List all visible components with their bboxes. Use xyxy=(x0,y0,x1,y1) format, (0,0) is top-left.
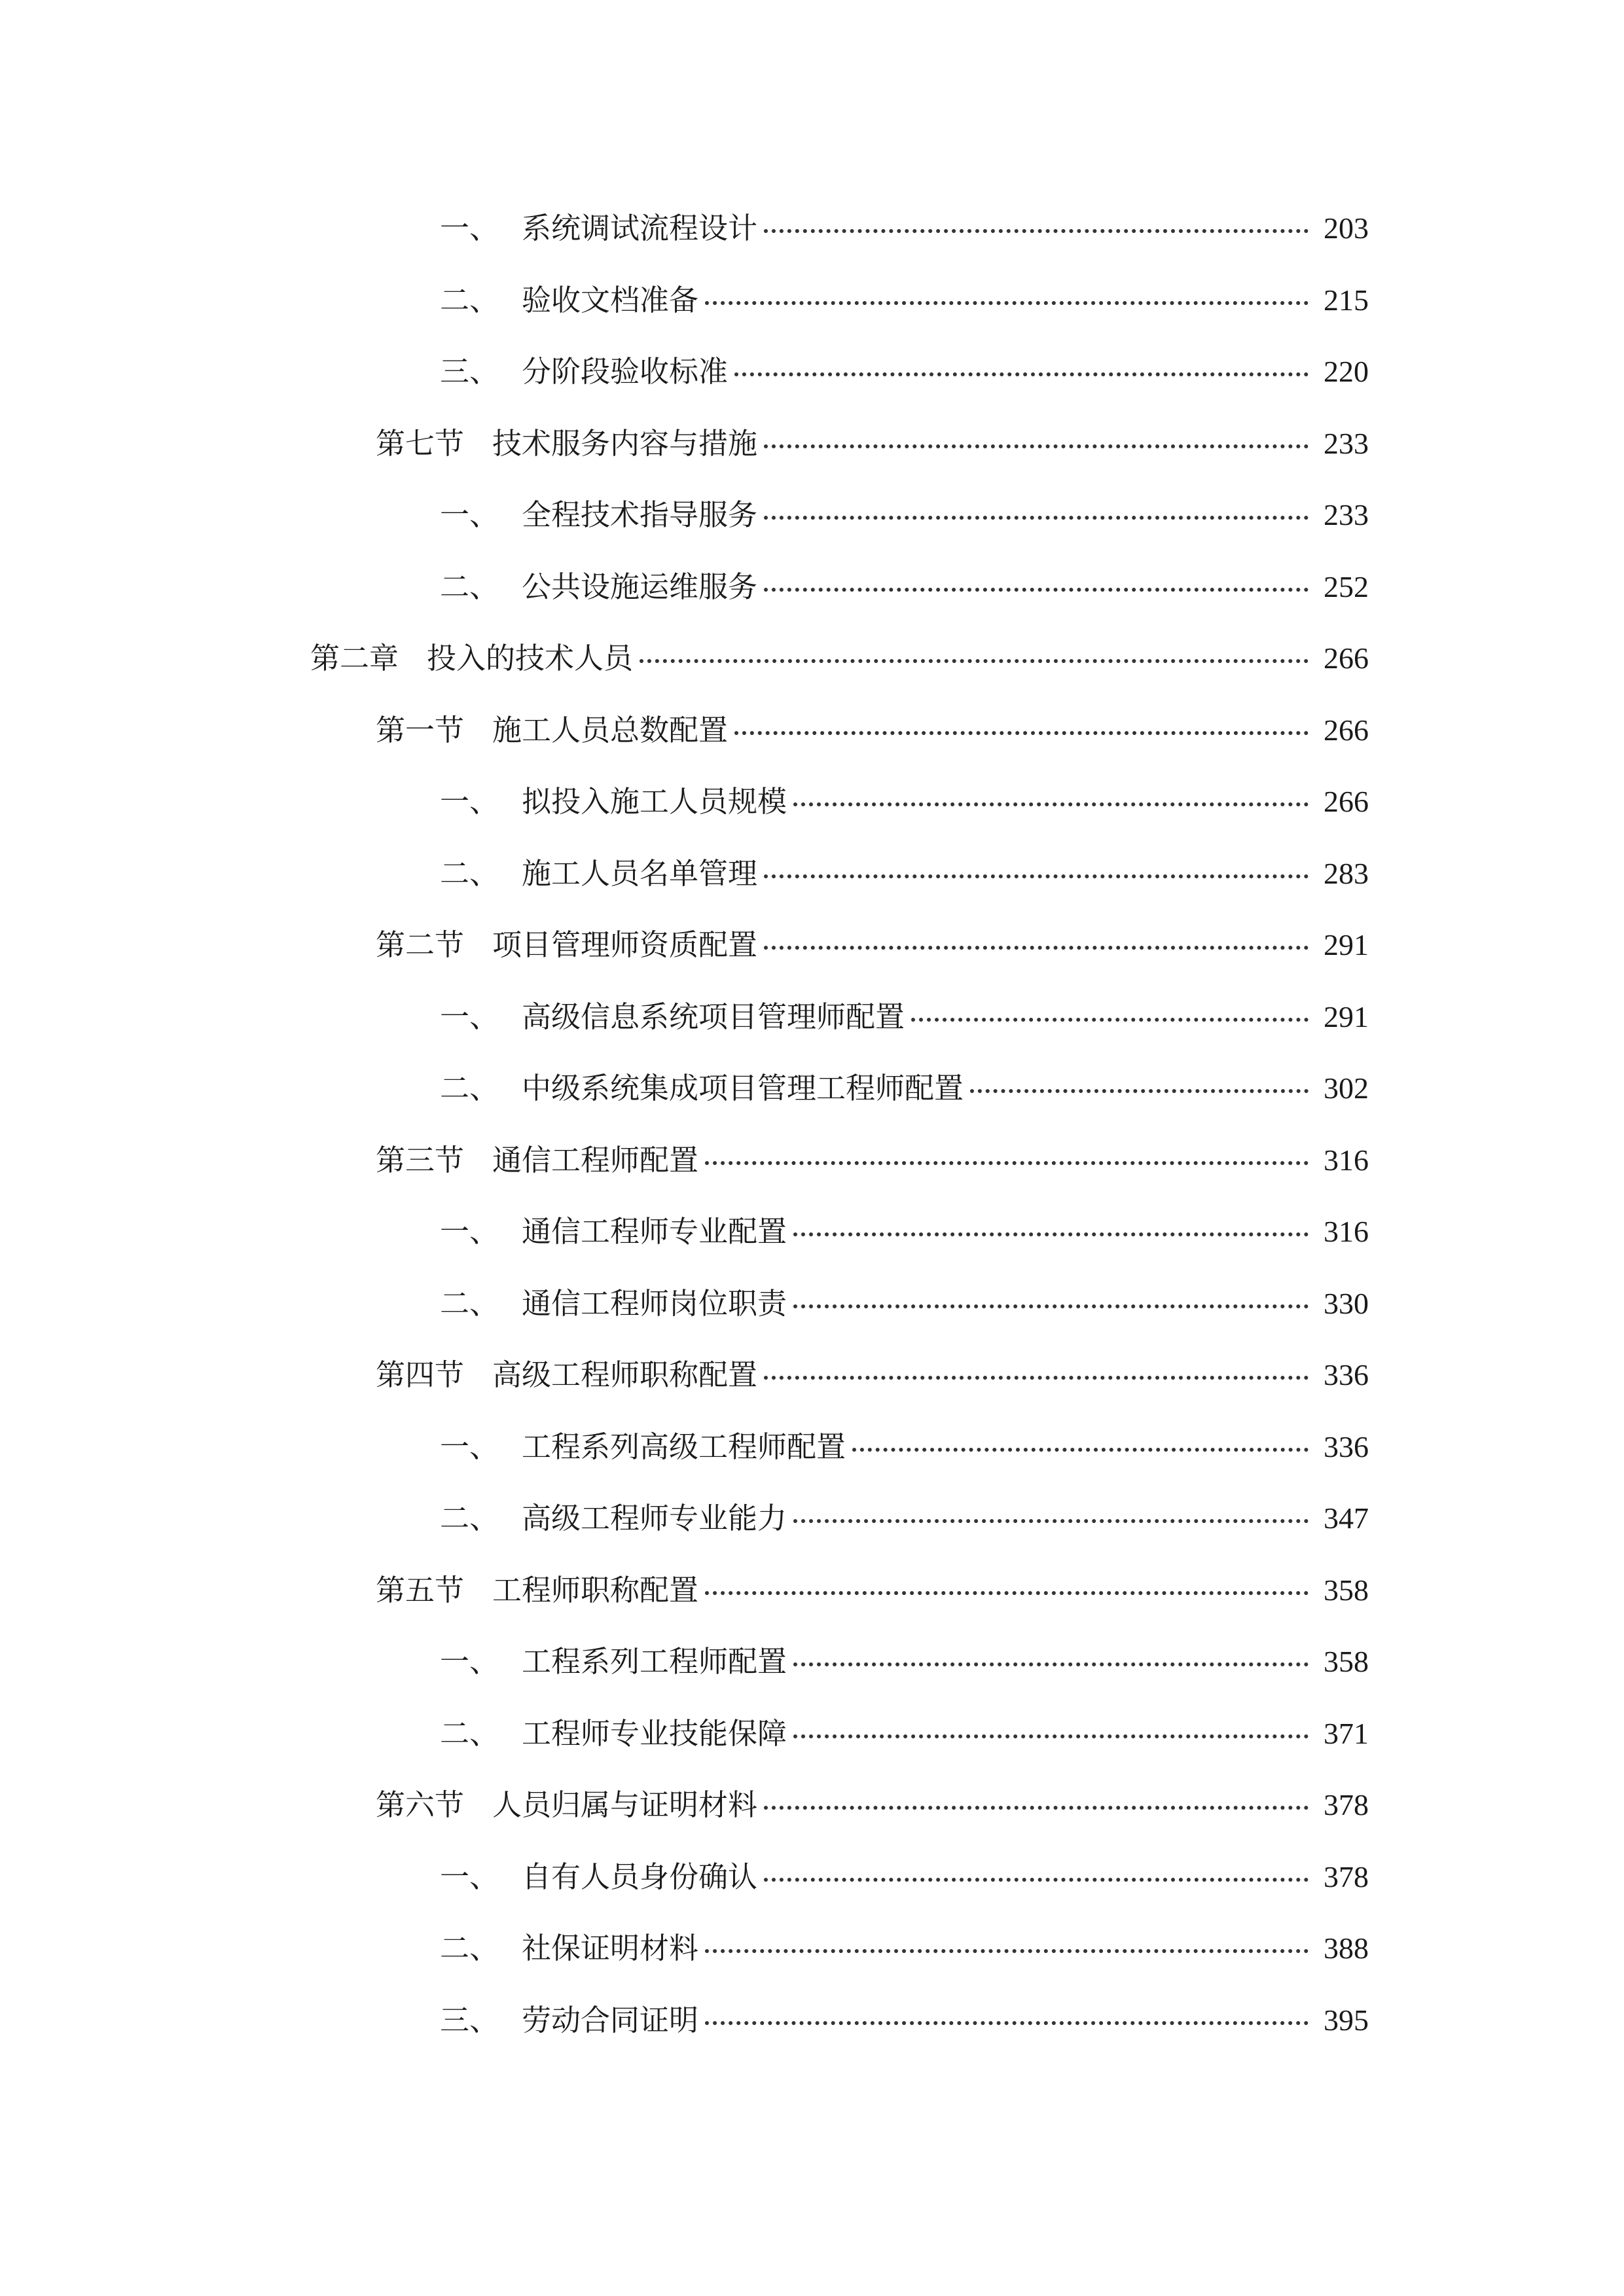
dot-leader xyxy=(764,1806,1308,1810)
toc-entry-number: 第三节 xyxy=(376,1142,465,1177)
toc-entry-line xyxy=(440,1853,1369,1895)
toc-entry-title: 中级系统集成项目管理工程师配置 xyxy=(522,1071,964,1106)
dot-leader xyxy=(764,516,1308,520)
toc-entry-page-number: 358 xyxy=(1324,1645,1369,1679)
toc-entry-title: 施工人员名单管理 xyxy=(522,855,758,891)
toc-entry-number: 第一节 xyxy=(376,712,465,747)
dot-leader xyxy=(793,1232,1308,1236)
toc-entry-section[interactable] xyxy=(0,405,1624,477)
toc-entry-title: 分阶段验收标准 xyxy=(522,354,729,389)
toc-entry-item[interactable] xyxy=(0,1695,1624,1767)
toc-entry-title: 施工人员总数配置 xyxy=(492,712,729,747)
toc-entry-page-number: 336 xyxy=(1324,1429,1369,1463)
toc-entry-number: 第五节 xyxy=(376,1572,465,1607)
toc-entry-page-number: 358 xyxy=(1324,1573,1369,1607)
toc-entry-line xyxy=(440,1064,1369,1107)
toc-entry-section[interactable] xyxy=(0,1336,1624,1408)
toc-entry-number: 第二节 xyxy=(376,927,465,963)
toc-entry-line xyxy=(440,276,1369,319)
toc-entry-chapter[interactable] xyxy=(0,620,1624,692)
dot-leader xyxy=(793,802,1308,806)
toc-entry-item[interactable] xyxy=(0,1839,1624,1910)
toc-entry-number: 一、 xyxy=(440,999,499,1034)
toc-entry-title: 公共设施运维服务 xyxy=(522,569,758,604)
toc-entry-number: 三、 xyxy=(440,354,499,389)
toc-entry-page-number: 266 xyxy=(1324,641,1369,675)
dot-leader xyxy=(852,1448,1308,1452)
toc-entry-line xyxy=(440,1638,1369,1680)
toc-entry-line xyxy=(440,1710,1369,1752)
toc-entry-page-number: 378 xyxy=(1324,1859,1369,1893)
toc-entry-number: 二、 xyxy=(440,1715,499,1751)
toc-entry-line xyxy=(440,1423,1369,1465)
toc-entry-item[interactable] xyxy=(0,1910,1624,1982)
toc-entry-item[interactable] xyxy=(0,978,1624,1050)
toc-entry-page-number: 215 xyxy=(1324,283,1369,317)
toc-entry-section[interactable] xyxy=(0,1767,1624,1839)
toc-entry-page-number: 233 xyxy=(1324,498,1369,532)
toc-entry-title: 劳动合同证明 xyxy=(522,2002,699,2037)
toc-entry-number: 第二章 xyxy=(310,641,399,676)
toc-entry-line xyxy=(440,993,1369,1035)
toc-entry-item[interactable] xyxy=(0,190,1624,262)
toc-entry-section[interactable] xyxy=(0,692,1624,764)
toc-entry-title: 项目管理师资质配置 xyxy=(492,927,758,963)
table-of-contents xyxy=(0,190,1624,2053)
toc-entry-number: 二、 xyxy=(440,282,499,317)
toc-entry-title: 系统调试流程设计 xyxy=(522,211,758,246)
toc-entry-item[interactable] xyxy=(0,1265,1624,1337)
toc-entry-number: 三、 xyxy=(440,2002,499,2037)
toc-entry-page-number: 347 xyxy=(1324,1501,1369,1535)
dot-leader xyxy=(705,1591,1308,1595)
toc-entry-number: 一、 xyxy=(440,211,499,246)
toc-entry-item[interactable] xyxy=(0,1982,1624,2054)
toc-entry-title: 通信工程师专业配置 xyxy=(522,1214,787,1249)
toc-entry-line xyxy=(440,1280,1369,1322)
dot-leader xyxy=(793,1304,1308,1308)
toc-entry-title: 通信工程师岗位职责 xyxy=(522,1285,787,1321)
toc-entry-number: 一、 xyxy=(440,1859,499,1894)
toc-entry-item[interactable] xyxy=(0,476,1624,548)
toc-entry-title: 通信工程师配置 xyxy=(492,1142,699,1177)
toc-entry-title: 验收文档准备 xyxy=(522,282,699,317)
dot-leader xyxy=(764,874,1308,878)
toc-entry-line xyxy=(440,1494,1369,1537)
toc-entry-page-number: 388 xyxy=(1324,1931,1369,1965)
toc-entry-line xyxy=(440,778,1369,820)
dot-leader xyxy=(764,1376,1308,1380)
toc-entry-item[interactable] xyxy=(0,333,1624,405)
dot-leader xyxy=(705,2021,1308,2025)
toc-entry-number: 第七节 xyxy=(376,425,465,461)
dot-leader xyxy=(705,1161,1308,1165)
toc-entry-page-number: 233 xyxy=(1324,426,1369,460)
toc-entry-page-number: 371 xyxy=(1324,1716,1369,1750)
toc-entry-line xyxy=(376,921,1369,963)
toc-entry-line xyxy=(376,1351,1369,1393)
toc-entry-line xyxy=(376,706,1369,749)
dot-leader xyxy=(734,731,1308,735)
toc-entry-page-number: 302 xyxy=(1324,1071,1369,1105)
toc-entry-line xyxy=(440,491,1369,533)
toc-entry-section[interactable] xyxy=(0,1122,1624,1194)
dot-leader xyxy=(911,1018,1308,1022)
toc-entry-number: 二、 xyxy=(440,1501,499,1536)
toc-entry-item[interactable] xyxy=(0,1480,1624,1552)
dot-leader xyxy=(793,1734,1308,1738)
toc-entry-number: 一、 xyxy=(440,1214,499,1249)
toc-entry-page-number: 316 xyxy=(1324,1215,1369,1249)
toc-entry-page-number: 220 xyxy=(1324,355,1369,389)
toc-entry-number: 第六节 xyxy=(376,1787,465,1823)
toc-entry-item[interactable] xyxy=(0,1193,1624,1265)
toc-entry-number: 二、 xyxy=(440,1931,499,1966)
dot-leader xyxy=(764,229,1308,233)
toc-entry-title: 社保证明材料 xyxy=(522,1931,699,1966)
toc-entry-page-number: 283 xyxy=(1324,856,1369,890)
toc-entry-number: 第四节 xyxy=(376,1357,465,1393)
dot-leader xyxy=(640,659,1308,663)
toc-entry-line xyxy=(440,348,1369,390)
toc-entry-page-number: 291 xyxy=(1324,999,1369,1033)
toc-entry-title: 工程师职称配置 xyxy=(492,1572,699,1607)
toc-entry-page-number: 316 xyxy=(1324,1143,1369,1177)
toc-entry-section[interactable] xyxy=(0,906,1624,978)
toc-entry-section[interactable] xyxy=(0,1552,1624,1624)
toc-entry-title: 投入的技术人员 xyxy=(427,641,634,676)
toc-entry-item[interactable] xyxy=(0,548,1624,620)
toc-entry-item[interactable] xyxy=(0,1623,1624,1695)
toc-entry-number: 一、 xyxy=(440,1644,499,1679)
toc-entry-line xyxy=(376,1566,1369,1609)
dot-leader xyxy=(764,946,1308,950)
toc-entry-item[interactable] xyxy=(0,1408,1624,1480)
toc-entry-line xyxy=(376,1136,1369,1179)
toc-entry-number: 一、 xyxy=(440,497,499,533)
toc-entry-line xyxy=(376,420,1369,462)
toc-entry-line xyxy=(440,563,1369,605)
dot-leader xyxy=(764,588,1308,592)
toc-entry-number: 二、 xyxy=(440,855,499,891)
dot-leader xyxy=(705,301,1308,305)
toc-entry-line xyxy=(376,1781,1369,1823)
toc-entry-item[interactable] xyxy=(0,262,1624,334)
toc-entry-title: 工程师专业技能保障 xyxy=(522,1715,787,1751)
dot-leader xyxy=(793,1519,1308,1523)
toc-entry-line xyxy=(440,1208,1369,1250)
toc-entry-title: 拟投入施工人员规模 xyxy=(522,784,787,819)
toc-entry-page-number: 378 xyxy=(1324,1788,1369,1822)
toc-entry-page-number: 291 xyxy=(1324,928,1369,962)
toc-entry-item[interactable] xyxy=(0,835,1624,907)
toc-entry-number: 二、 xyxy=(440,569,499,604)
toc-entry-line xyxy=(440,204,1369,247)
toc-entry-page-number: 252 xyxy=(1324,569,1369,603)
toc-entry-line xyxy=(440,1996,1369,2039)
toc-entry-title: 高级信息系统项目管理师配置 xyxy=(522,999,905,1034)
toc-entry-title: 工程系列高级工程师配置 xyxy=(522,1429,846,1464)
toc-entry-title: 人员归属与证明材料 xyxy=(492,1787,758,1823)
toc-entry-line xyxy=(440,1924,1369,1967)
toc-entry-page-number: 266 xyxy=(1324,713,1369,747)
toc-entry-title: 高级工程师专业能力 xyxy=(522,1501,787,1536)
toc-entry-item[interactable] xyxy=(0,763,1624,835)
toc-entry-number: 一、 xyxy=(440,784,499,819)
dot-leader xyxy=(764,444,1308,448)
toc-entry-line xyxy=(310,634,1369,677)
dot-leader xyxy=(734,372,1308,376)
toc-entry-title: 自有人员身份确认 xyxy=(522,1859,758,1894)
toc-entry-page-number: 203 xyxy=(1324,211,1369,245)
dot-leader xyxy=(764,1878,1308,1882)
toc-entry-page-number: 395 xyxy=(1324,2003,1369,2037)
toc-entry-number: 二、 xyxy=(440,1285,499,1321)
toc-entry-title: 技术服务内容与措施 xyxy=(492,425,758,461)
dot-leader xyxy=(705,1949,1308,1953)
toc-entry-title: 高级工程师职称配置 xyxy=(492,1357,758,1393)
toc-entry-page-number: 266 xyxy=(1324,785,1369,819)
toc-entry-item[interactable] xyxy=(0,1050,1624,1122)
toc-entry-line xyxy=(440,850,1369,892)
toc-entry-title: 全程技术指导服务 xyxy=(522,497,758,533)
toc-entry-title: 工程系列工程师配置 xyxy=(522,1644,787,1679)
toc-entry-number: 二、 xyxy=(440,1071,499,1106)
toc-entry-number: 一、 xyxy=(440,1429,499,1464)
toc-entry-page-number: 336 xyxy=(1324,1358,1369,1392)
toc-entry-page-number: 330 xyxy=(1324,1286,1369,1320)
dot-leader xyxy=(970,1089,1308,1093)
dot-leader xyxy=(793,1662,1308,1666)
